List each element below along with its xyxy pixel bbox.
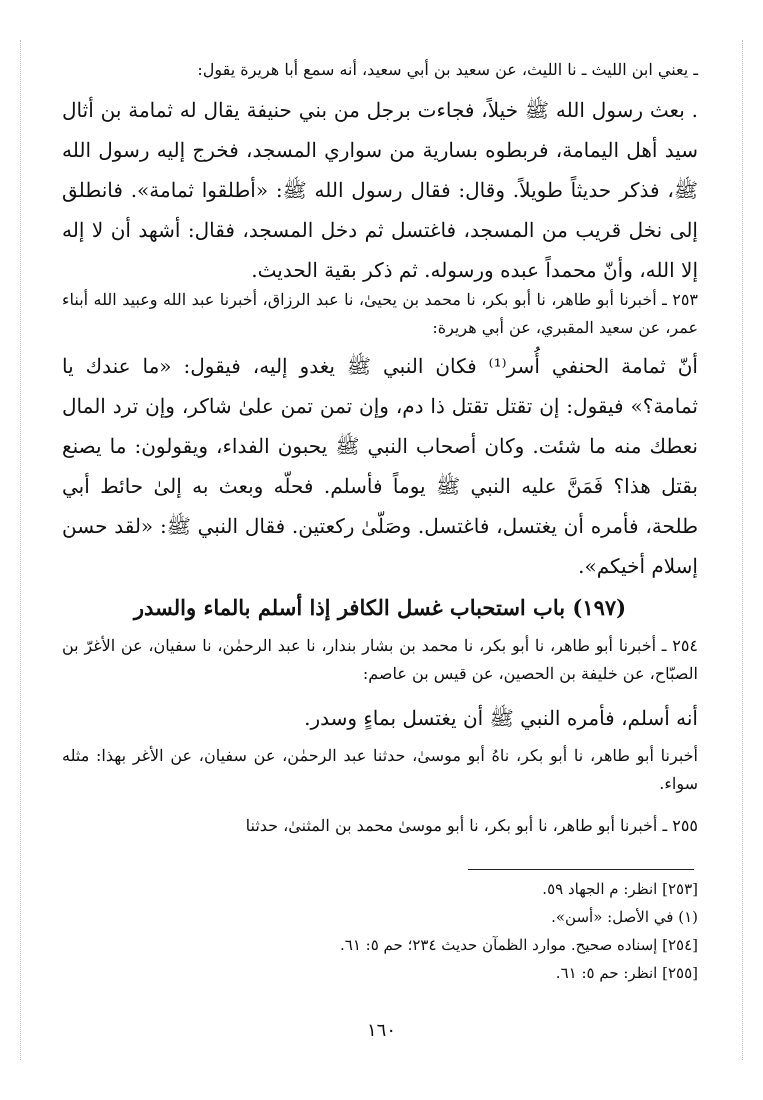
- paragraph-isnad-continuation: ـ يعني ابن الليث ـ نا الليث، عن سعيد بن أبي سعيد، أنه سمع أبا هريرة يقول:: [197, 60, 698, 79]
- paragraph-hadith-252-matn: . بعث رسول الله ﷺ خيلاً، فجاءت برجل من بني حنيفة يقال له ثمامة بن أثال سيد أهل اليمامة، فربطوه بسارية من سواري المسجد، فخرج إليه رسول الله ﷺ، فذكر حديثاً طويلاً. وقال: فقال رسول الله ﷺ: «أطلقوا ثمامة». فانطلق إلى نخل قريب من المسجد، فاغتسل ثم دخل المسجد، فقال: أشهد أن لا إله إلا الله، وأنّ محمداً عبده ورسوله. ثم ذكر بقية الحديث.: [62, 98, 698, 282]
- paragraph-hadith-254-isnad: ٢٥٤ ـ أخبرنا أبو طاهر، نا أبو بكر، نا محمد بن بشار بندار، نا عبد الرحمٰن، نا سفيان، عن الأغرّ بن الصبّاح، عن خليفة بن الحصين، عن قيس بن عاصم:: [62, 636, 698, 683]
- page-number: ١٦٠: [366, 1020, 396, 1041]
- footnote-1: (١) في الأصل: «أسن».: [551, 908, 698, 926]
- paragraph-hadith-254-alt-isnad: أخبرنا أبو طاهر، نا أبو بكر، ناهُ أبو موسىٰ، حدثنا عبد الرحمٰن، عن سفيان، عن الأغر بهذا: مثله سواء.: [62, 746, 698, 793]
- paragraph-hadith-253-isnad: ٢٥٣ ـ أخبرنا أبو طاهر، نا أبو بكر، نا محمد بن يحيىٰ، نا عبد الرزاق، أخبرنا عبد الله وعبيد الله أبناء عمر، عن سعيد المقبري، عن أبي هريرة:: [62, 290, 698, 337]
- paragraph-hadith-255-isnad: ٢٥٥ ـ أخبرنا أبو طاهر، نا أبو بكر، نا أبو موسىٰ محمد بن المثنىٰ، حدثنا: [245, 816, 698, 835]
- paragraph-hadith-254-matn: أنه أسلم، فأمره النبي ﷺ أن يغتسل بماءٍ وسدر.: [304, 706, 698, 730]
- footnote-255: [٢٥٥] انظر: حم ٥: ٦١.: [555, 964, 698, 982]
- footnote-separator: [468, 869, 694, 870]
- chapter-title: (١٩٧) باب استحباب غسل الكافر إذا أسلم بالماء والسدر: [133, 595, 627, 620]
- footnote-253: [٢٥٣] انظر: م الجهاد ٥٩.: [542, 880, 698, 898]
- footnote-254: [٢٥٤] إسناده صحيح. موارد الظمآن حديث ٢٣٤؛ حم ٥: ٦١.: [339, 936, 698, 954]
- margin-line-right: [742, 40, 743, 1060]
- paragraph-hadith-253-matn: أنّ ثمامة الحنفي أُسر⁽¹⁾ فكان النبي ﷺ يغدو إليه، فيقول: «ما عندك يا ثمامة؟» فيقول: إن تقتل تقتل ذا دم، وإن تمن تمن علىٰ شاكر، وإن ترد المال نعطك منه ما شئت. وكان أصحاب النبي ﷺ يحبون الفداء، ويقولون: ما يصنع بقتل هذا؟ فَمَنَّ عليه النبي ﷺ يوماً فأسلم. فحلّه وبعث به إلىٰ حائط أبي طلحة، فأمره أن يغتسل، فاغتسل. وصَلّىٰ ركعتين. فقال النبي ﷺ: «لقد حسن إسلام أخيكم».: [62, 354, 699, 578]
- margin-line-left: [20, 40, 21, 1060]
